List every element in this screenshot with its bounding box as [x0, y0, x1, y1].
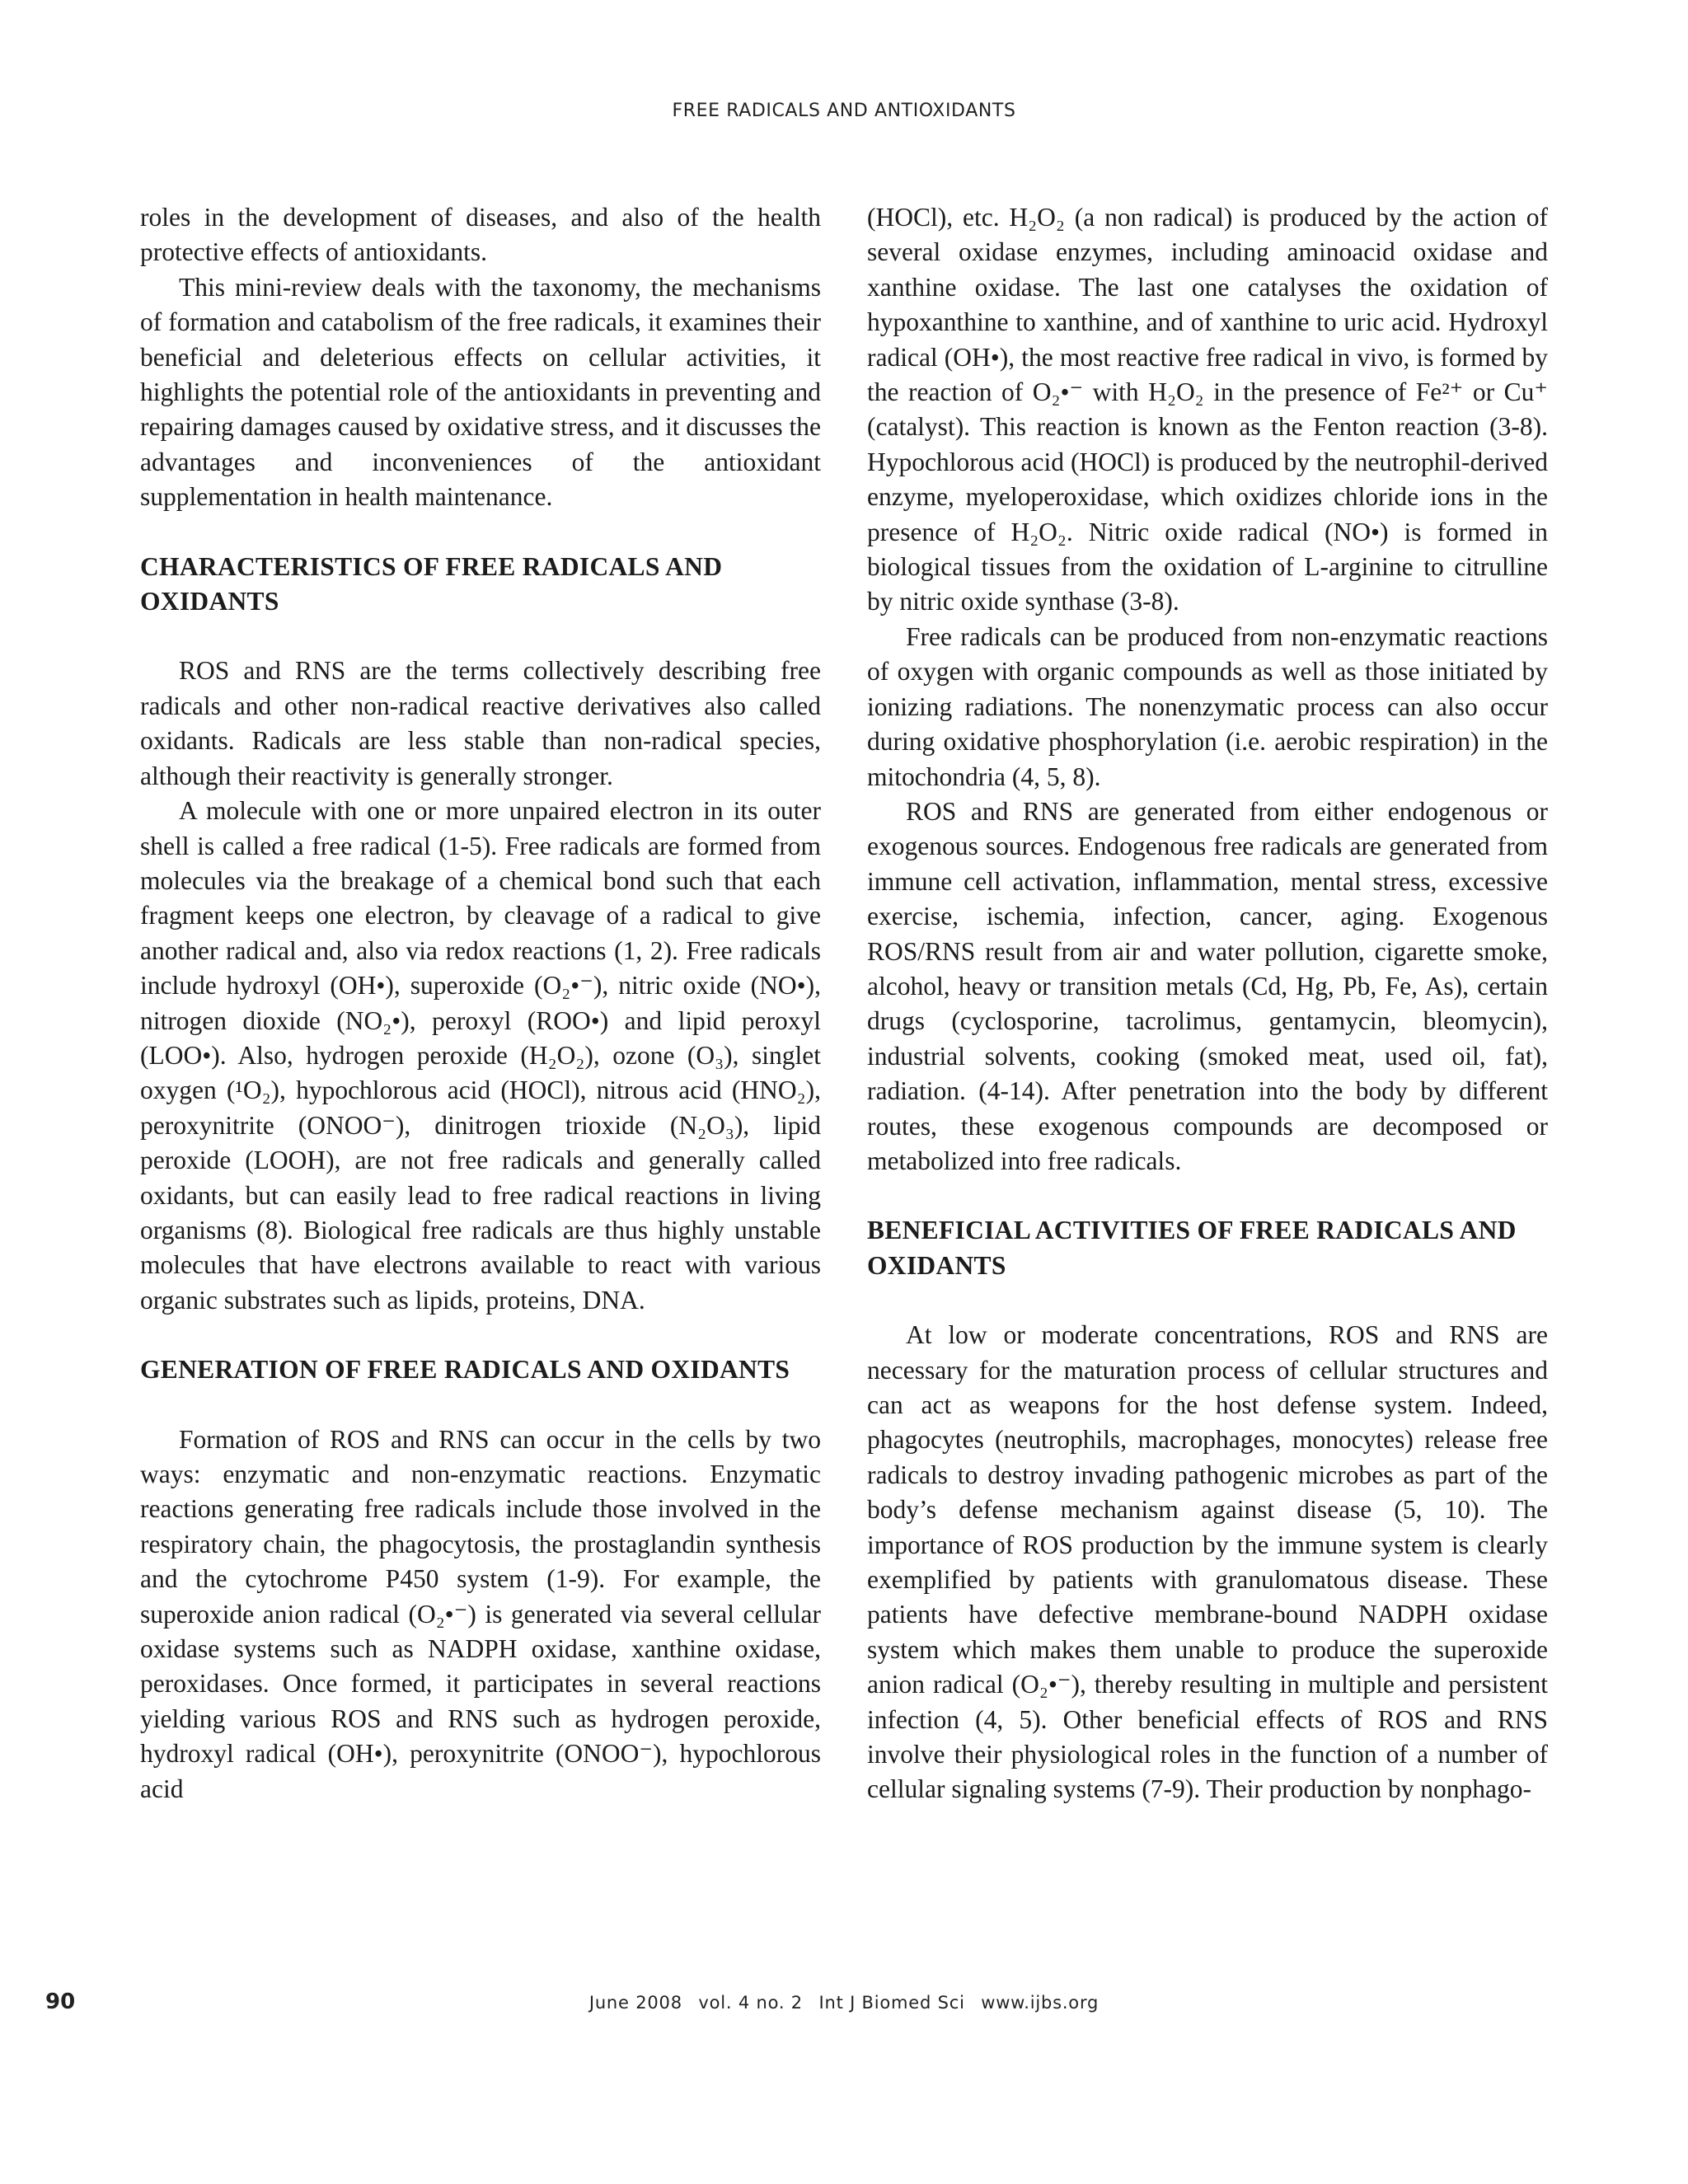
- paragraph: A molecule with one or more unpaired electron in its outer shell is called a free radical (1-5). Free radicals are formed from molecules via the breakage of a chemical bond such that each fragment keeps one electron, by cleavage of a radical to give another radical and, also via redox reactions (1, 2). Free radicals include hydroxyl (OH•), superoxide (O₂•⁻), nitric oxide (NO•), nitrogen dioxide (NO₂•), peroxyl (ROO•) and lipid peroxyl (LOO•). Also, hydrogen peroxide (H₂O₂), ozone (O₃), singlet oxygen (¹O₂), hypochlorous acid (HOCl), nitrous acid (HNO₂), peroxynitrite (ONOO⁻), dinitrogen trioxide (N₂O₃), lipid peroxide (LOOH), are not free radicals and generally called oxidants, but can easily lead to free radical reactions in living organisms (8). Biological free radicals are thus highly unstable molecules that have electrons available to react with various organic substrates such as lipids, proteins, DNA.: [140, 796, 821, 1315]
- section-heading: BENEFICIAL ACTIVITIES OF FREE RADICALS AND OXIDANTS: [867, 1216, 1517, 1280]
- paragraph: At low or moderate concentrations, ROS and RNS are necessary for the maturation process of cellular structures and can act as weapons for the host defense system. Indeed, phagocytes (neutrophils, macrophages, monocytes) release free radicals to destroy invading pathogenic microbes as part of the body’s defense mechanism against disease (5, 10). The importance of ROS production by the immune system is clearly exemplified by patients with granulomatous disease. These patients have defective membrane-bound NADPH oxidase system which makes them unable to produce the superoxide anion radical (O₂•⁻), thereby resulting in multiple and persistent infection (4, 5). Other beneficial effects of ROS and RNS involve their physiological roles in the function of a number of cellular signaling systems (7-9). Their production by nonphago-: [867, 1320, 1548, 1804]
- journal-website[interactable]: www.ijbs.org: [981, 1993, 1100, 2013]
- paragraph: Free radicals can be produced from non-enzymatic reactions of oxygen with organic compounds as well as those initiated by ionizing radiations. The nonenzymatic process can also occur during oxidative phosphorylation (i.e. aerobic respiration) in the mitochondria (4, 5, 8).: [867, 621, 1548, 791]
- running-title: FREE RADICALS AND ANTIOXIDANTS: [672, 101, 1016, 121]
- section-heading: CHARACTERISTICS OF FREE RADICALS AND OXIDANTS: [140, 551, 723, 616]
- left-column: [140, 200, 821, 1807]
- paragraph: Formation of ROS and RNS can occur in the cells by two ways: enzymatic and non-enzymatic reactions. Enzymatic reactions generating free radicals include those involved in the respiratory chain, the phagocytosis, the prostaglandin synthesis and the cytochrome P450 system (1-9). For example, the superoxide anion radical (O₂•⁻) is generated via several cellular oxidase systems such as NADPH oxidase, xanthine oxidase, peroxidases. Once formed, it participates in several reactions yielding various ROS and RNS such as hydrogen peroxide, hydroxyl radical (OH•), peroxynitrite (ONOO⁻), hypochlorous acid: [140, 1424, 821, 1803]
- journal-name: Int J Biomed Sci: [818, 1993, 965, 2013]
- journal-footer: [0, 1993, 1688, 2013]
- issue-volume: vol. 4 no. 2: [698, 1993, 803, 2013]
- page-number: 90: [45, 1990, 76, 2014]
- paragraph: roles in the development of diseases, and also of the health protective effects of antioxidants.: [140, 203, 821, 267]
- section-heading: GENERATION OF FREE RADICALS AND OXIDANTS: [140, 1355, 790, 1385]
- right-column: [867, 200, 1548, 1807]
- paragraph: (HOCl), etc. H₂O₂ (a non radical) is produced by the action of several oxidase enzymes, including aminoacid oxidase and xanthine oxidase. The last one catalyses the oxidation of hypoxanthine to xanthine, and of xanthine to uric acid. Hydroxyl radical (OH•), the most reactive free radical in vivo, is formed by the reaction of O₂•⁻ with H₂O₂ in the presence of Fe²⁺ or Cu⁺ (catalyst). This reaction is known as the Fenton reaction (3-8). Hypochlorous acid (HOCl) is produced by the neutrophil-derived enzyme, myeloperoxidase, which oxidizes chloride ions in the presence of H₂O₂. Nitric oxide radical (NO•) is formed in biological tissues from the oxidation of L-arginine to citrulline by nitric oxide synthase (3-8).: [867, 203, 1548, 616]
- paragraph: ROS and RNS are the terms collectively describing free radicals and other non-radical reactive derivatives also called oxidants. Radicals are less stable than non-radical species, although their reactivity is generally stronger.: [140, 656, 821, 790]
- paragraph: This mini-review deals with the taxonomy, the mechanisms of formation and catabolism of the free radicals, it examines their beneficial and deleterious effects on cellular activities, it highlights the potential role of the antioxidants in preventing and repairing damages caused by oxidative stress, and it discusses the advantages and inconveniences of the antioxidant supplementation in health maintenance.: [140, 272, 821, 512]
- issue-date: June 2008: [588, 1993, 682, 2013]
- paragraph: ROS and RNS are generated from either endogenous or exogenous sources. Endogenous free radicals are generated from immune cell activation, inflammation, mental stress, excessive exercise, ischemia, infection, cancer, aging. Exogenous ROS/RNS result from air and water pollution, cigarette smoke, alcohol, heavy or transition metals (Cd, Hg, Pb, Fe, As), certain drugs (cyclosporine, tacrolimus, gentamycin, bleomycin), industrial solvents, cooking (smoked meat, used oil, fat), radiation. (4-14). After penetration into the body by different routes, these exogenous compounds are decomposed or metabolized into free radicals.: [867, 796, 1548, 1175]
